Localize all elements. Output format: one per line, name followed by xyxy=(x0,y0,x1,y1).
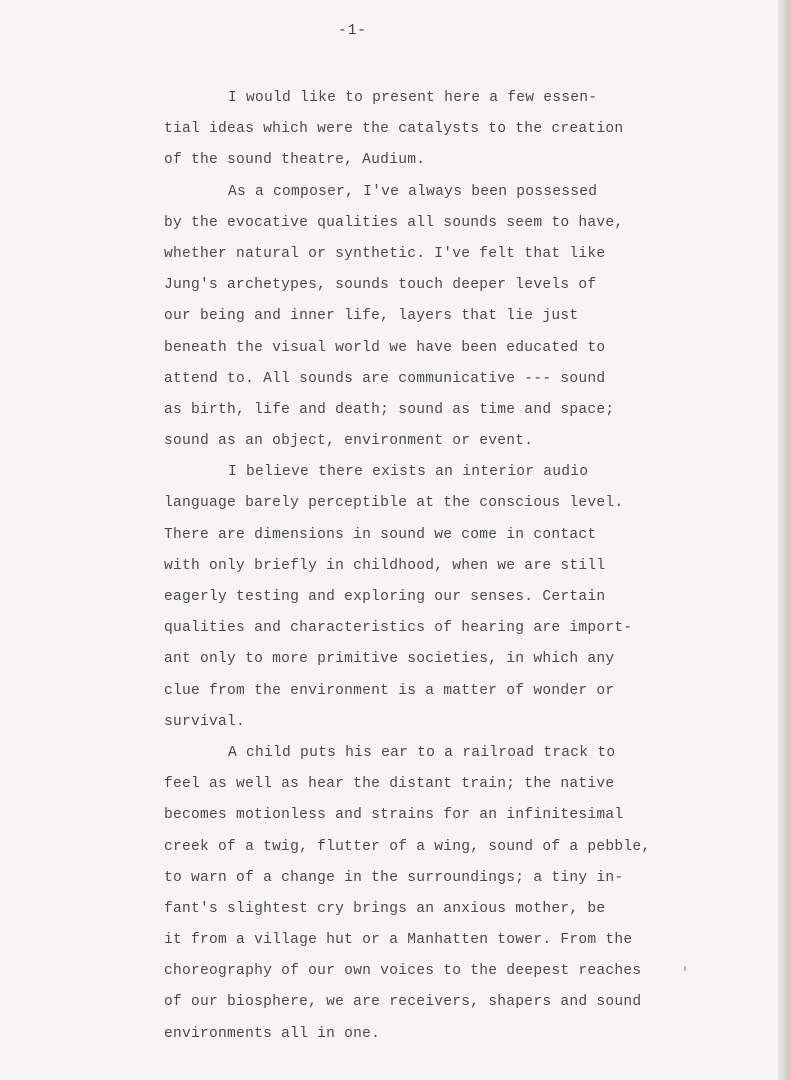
text-line: fant's slightest cry brings an anxious mother, be xyxy=(164,900,606,917)
text-line: as birth, life and death; sound as time and space; xyxy=(164,401,615,418)
text-line: I believe there exists an interior audio xyxy=(228,464,589,481)
body-text xyxy=(164,83,684,1050)
text-line: As a composer, I've always been possessed xyxy=(228,183,598,200)
text-line: Jung's archetypes, sounds touch deeper levels of xyxy=(164,277,597,294)
text-line: tial ideas which were the catalysts to the creation xyxy=(164,121,624,138)
text-line: sound as an object, environment or event. xyxy=(164,433,534,450)
text-line: becomes motionless and strains for an infinitesimal xyxy=(164,807,624,824)
text-line: I would like to present here a few essen- xyxy=(228,90,598,106)
text-line: eagerly testing and exploring our senses. Certain xyxy=(164,589,606,605)
text-line: survival. xyxy=(164,713,246,730)
text-line: of the sound theatre, Audium. xyxy=(164,152,426,169)
text-line: There are dimensions in sound we come in contact xyxy=(164,526,597,543)
text-line: feel as well as hear the distant train; the native xyxy=(164,776,615,793)
text-line: our being and inner life, layers that lie just xyxy=(164,308,579,325)
text-line: to warn of a change in the surroundings; a tiny in- xyxy=(164,869,624,886)
page-number: -1- xyxy=(338,23,368,39)
text-line: clue from the environment is a matter of wonder or xyxy=(164,682,615,699)
text-line: attend to. All sounds are communicative --- sound xyxy=(164,370,606,387)
paper-speck xyxy=(684,966,686,971)
text-line: environments all in one. xyxy=(164,1025,381,1042)
text-line: whether natural or synthetic. I've felt that like xyxy=(164,245,606,262)
text-line: by the evocative qualities all sounds seem to have, xyxy=(164,214,624,231)
text-line: with only briefly in childhood, when we are still xyxy=(164,557,606,574)
text-line: ant only to more primitive societies, in which any xyxy=(164,651,615,668)
text-line: it from a village hut or a Manhatten tower. From the xyxy=(164,932,633,949)
text-line: creek of a twig, flutter of a wing, sound of a pebble, xyxy=(164,838,651,855)
text-line: beneath the visual world we have been educated to xyxy=(164,339,606,356)
text-line: A child puts his ear to a railroad track to xyxy=(228,744,616,761)
text-line: choreography of our own voices to the deepest reaches xyxy=(164,963,642,980)
text-line: qualities and characteristics of hearing are import- xyxy=(164,620,633,637)
text-line: language barely perceptible at the conscious level. xyxy=(164,495,624,512)
page-edge-shadow xyxy=(778,0,790,1080)
text-line: of our biosphere, we are receivers, shapers and sound xyxy=(164,994,642,1011)
